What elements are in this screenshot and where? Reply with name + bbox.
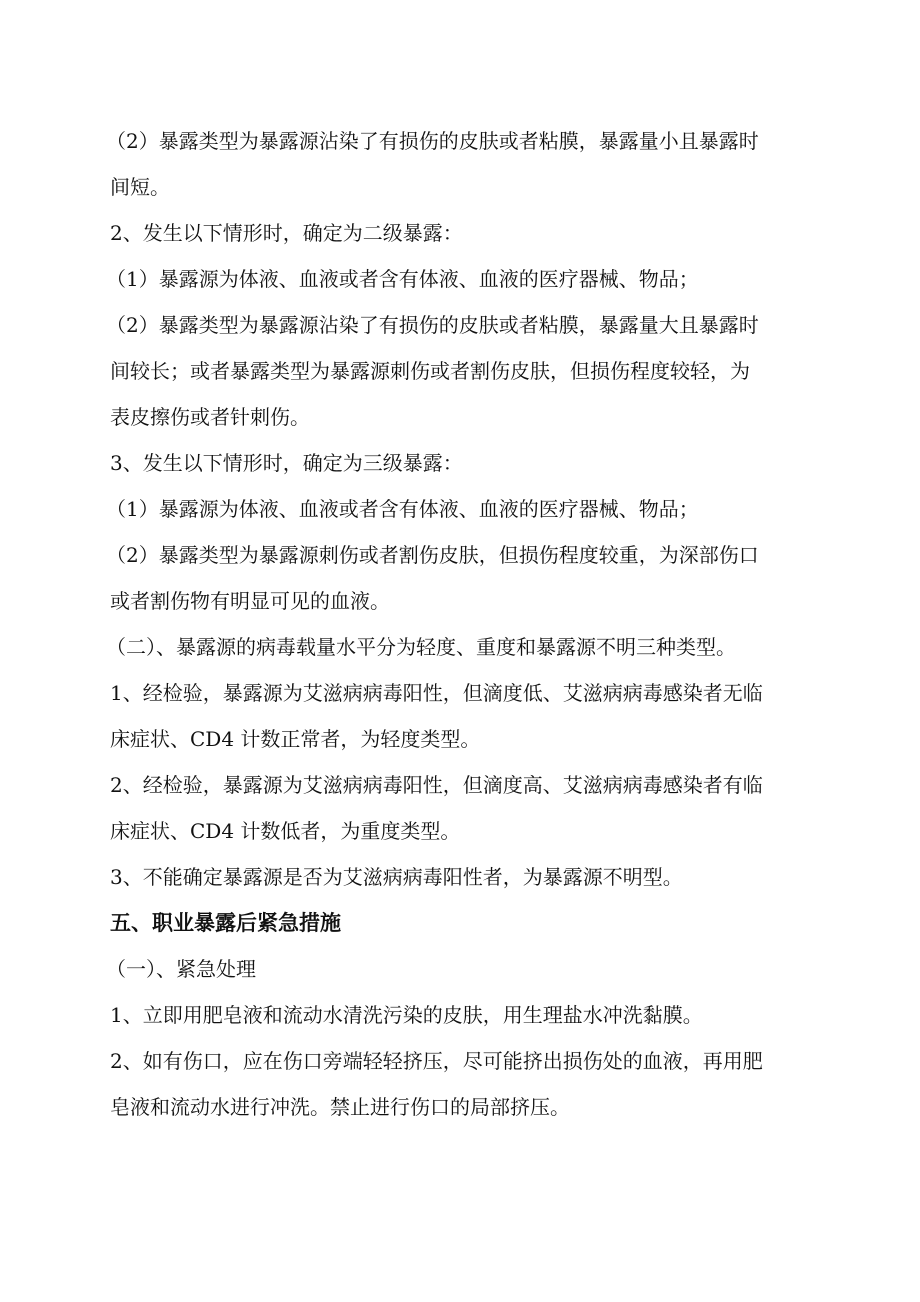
text-line: （1）暴露源为体液、血液或者含有体液、血液的医疗器械、物品；: [106, 497, 699, 521]
document-page: [106, 118, 810, 1130]
text-line: 1、经检验，暴露源为艾滋病病毒阳性，但滴度低、艾滋病病毒感染者无临: [110, 681, 763, 705]
text-line: 3、发生以下情形时，确定为三级暴露：: [110, 451, 463, 475]
text-line: 2、发生以下情形时，确定为二级暴露：: [110, 221, 463, 245]
text-line: 或者割伤物有明显可见的血液。: [110, 589, 390, 613]
text-line: 2、如有伤口，应在伤口旁端轻轻挤压，尽可能挤出损伤处的血液，再用肥: [110, 1049, 763, 1073]
text-line: （二）、暴露源的病毒载量水平分为轻度、重度和暴露源不明三种类型。: [106, 635, 736, 659]
text-line: 1、立即用肥皂液和流动水清洗污染的皮肤，用生理盐水冲洗黏膜。: [110, 1003, 703, 1027]
text-line: （一）、紧急处理: [106, 957, 256, 981]
text-line: 皂液和流动水进行冲洗。禁止进行伤口的局部挤压。: [110, 1095, 570, 1119]
text-line: （2）暴露类型为暴露源沾染了有损伤的皮肤或者粘膜，暴露量大且暴露时: [106, 313, 759, 337]
text-line: 间较长；或者暴露类型为暴露源刺伤或者割伤皮肤，但损伤程度较轻，为: [110, 359, 750, 383]
text-line: 床症状、CD4 计数正常者，为轻度类型。: [110, 727, 481, 751]
section-heading: 五、职业暴露后紧急措施: [110, 911, 341, 935]
text-line: （2）暴露类型为暴露源刺伤或者割伤皮肤，但损伤程度较重，为深部伤口: [106, 543, 759, 567]
text-line: 3、不能确定暴露源是否为艾滋病病毒阳性者，为暴露源不明型。: [110, 865, 683, 889]
text-line: 表皮擦伤或者针刺伤。: [110, 405, 310, 429]
text-line: 2、经检验，暴露源为艾滋病病毒阳性，但滴度高、艾滋病病毒感染者有临: [110, 773, 763, 797]
text-line: 间短。: [110, 175, 170, 199]
text-line: （2）暴露类型为暴露源沾染了有损伤的皮肤或者粘膜，暴露量小且暴露时: [106, 129, 759, 153]
text-line: （1）暴露源为体液、血液或者含有体液、血液的医疗器械、物品；: [106, 267, 699, 291]
text-line: 床症状、CD4 计数低者，为重度类型。: [110, 819, 461, 843]
